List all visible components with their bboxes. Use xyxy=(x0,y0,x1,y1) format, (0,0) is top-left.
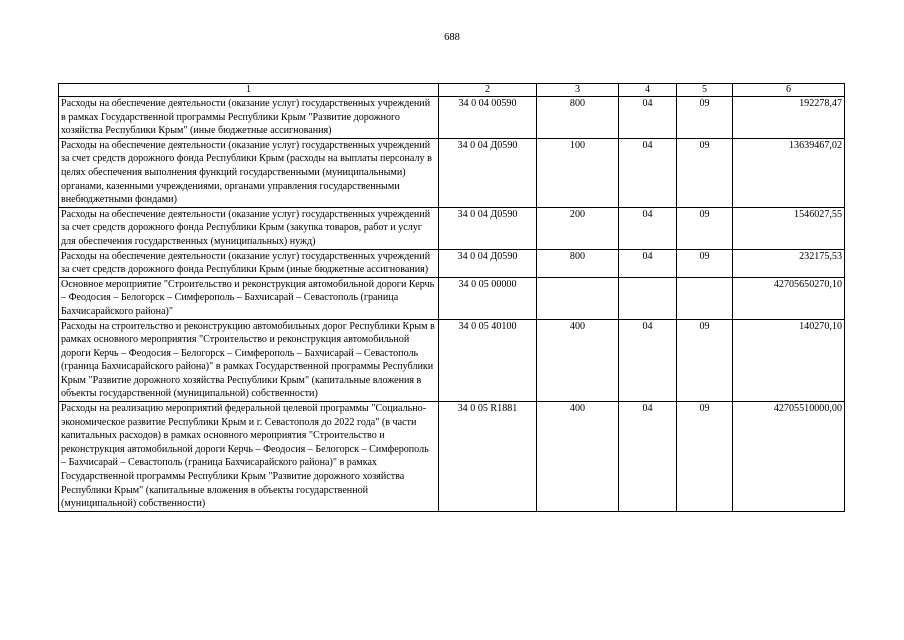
row-amount: 232175,53 xyxy=(799,250,842,262)
row-expense-type: 400 xyxy=(537,319,619,402)
row-subsection: 09 xyxy=(677,207,733,249)
header-col-3: 3 xyxy=(537,84,619,97)
row-section: 04 xyxy=(619,402,677,512)
row-amount: 192278,47 xyxy=(799,98,842,109)
budget-table xyxy=(58,83,845,512)
table-row xyxy=(59,277,845,319)
row-expense-type: 400 xyxy=(537,402,619,512)
header-col-6: 6 xyxy=(733,84,845,97)
row-amount: 42705650270,10 xyxy=(773,278,842,290)
row-target-code: 34 0 04 Д0590 xyxy=(439,249,537,277)
row-target-code: 34 0 04 Д0590 xyxy=(439,138,537,207)
row-target-code: 34 0 04 00590 xyxy=(439,97,537,139)
row-amount-cell xyxy=(733,207,845,249)
row-description: Расходы на обеспечение деятельности (оказание услуг) государственных учреждений в рамках Государственной программы Республики Крым "Развитие дорожного хозяйства Республики Крым" (иные бюджетные ассигнования) xyxy=(59,97,439,139)
row-subsection xyxy=(677,277,733,319)
row-section: 04 xyxy=(619,97,677,139)
row-amount: 1546027,55 xyxy=(794,208,842,220)
row-description: Расходы на строительство и реконструкцию автомобильных дорог Республики Крым в рамках основного мероприятия "Строительство и реконструкция автомобильной дороги Керчь – Феодосия – Белогорск – Симферополь – Бахчисарай – Севастополь (граница Бахчисарайского района)" в рамках Государственной программы Республики Крым "Развитие дорожного хозяйства Республики Крым" (капитальные вложения в объекты государственной (муниципальной) собственности) xyxy=(59,319,439,402)
table-row xyxy=(59,249,845,277)
row-amount: 140270,10 xyxy=(799,320,842,332)
row-section: 04 xyxy=(619,249,677,277)
row-amount-cell xyxy=(733,402,845,512)
row-description: Расходы на обеспечение деятельности (оказание услуг) государственных учреждений за счет средств дорожного фонда Республики Крым (иные бюджетные ассигнования) xyxy=(59,249,439,277)
header-col-4: 4 xyxy=(619,84,677,97)
row-subsection: 09 xyxy=(677,97,733,139)
row-amount-cell xyxy=(733,138,845,207)
row-target-code: 34 0 04 Д0590 xyxy=(439,207,537,249)
row-amount-cell xyxy=(733,249,845,277)
row-target-code: 34 0 05 40100 xyxy=(439,319,537,402)
row-section xyxy=(619,277,677,319)
row-amount-cell xyxy=(733,277,845,319)
row-description: Расходы на обеспечение деятельности (оказание услуг) государственных учреждений за счет средств дорожного фонда Республики Крым (закупка товаров, работ и услуг для обеспечения государственных (муниципальных) нужд) xyxy=(59,207,439,249)
row-description: Расходы на обеспечение деятельности (оказание услуг) государственных учреждений за счет средств дорожного фонда Республики Крым (расходы на выплаты персоналу в целях обеспечения выполнения функций государственными (муниципальными) органами, казенными учреждениями, органами управления государственными внебюджетными фондами) xyxy=(59,138,439,207)
header-col-5: 5 xyxy=(677,84,733,97)
table-row xyxy=(59,97,845,139)
row-expense-type xyxy=(537,277,619,319)
row-expense-type: 800 xyxy=(537,97,619,139)
table-row xyxy=(59,138,845,207)
row-subsection: 09 xyxy=(677,402,733,512)
row-amount-cell xyxy=(733,97,845,139)
row-description: Основное мероприятие "Строительство и реконструкция автомобильной дороги Керчь – Феодосия – Белогорск – Симферополь – Бахчисарай – Севастополь (граница Бахчисарайского района)" xyxy=(59,277,439,319)
table-row xyxy=(59,207,845,249)
page-number: 688 xyxy=(444,32,460,43)
header-col-1: 1 xyxy=(59,84,439,97)
row-section: 04 xyxy=(619,207,677,249)
header-row xyxy=(59,84,845,97)
row-amount: 42705510000,00 xyxy=(773,403,842,415)
row-expense-type: 200 xyxy=(537,207,619,249)
row-section: 04 xyxy=(619,319,677,402)
header-col-2: 2 xyxy=(439,84,537,97)
row-expense-type: 100 xyxy=(537,138,619,207)
row-subsection: 09 xyxy=(677,249,733,277)
row-subsection: 09 xyxy=(677,138,733,207)
row-target-code: 34 0 05 R1881 xyxy=(439,402,537,512)
row-amount: 13639467,02 xyxy=(789,139,842,151)
row-description: Расходы на реализацию мероприятий федеральной целевой программы "Социально-экономическое развитие Республики Крым и г. Севастополя до 2022 года" (в части капитальных расходов) в рамках основного мероприятия "Строительство и реконструкция автомобильной дороги Керчь – Феодосия – Белогорск – Симферополь – Бахчисарай – Севастополь (граница Бахчисарайского района)" в рамках Государственной программы Республики Крым "Развитие дорожного хозяйства Республики Крым" (капитальные вложения в объекты государственной (муниципальной) собственности) xyxy=(59,402,439,512)
row-target-code: 34 0 05 00000 xyxy=(439,277,537,319)
row-section: 04 xyxy=(619,138,677,207)
row-expense-type: 800 xyxy=(537,249,619,277)
row-amount-cell xyxy=(733,319,845,402)
table-row xyxy=(59,402,845,512)
table-row xyxy=(59,319,845,402)
row-subsection: 09 xyxy=(677,319,733,402)
